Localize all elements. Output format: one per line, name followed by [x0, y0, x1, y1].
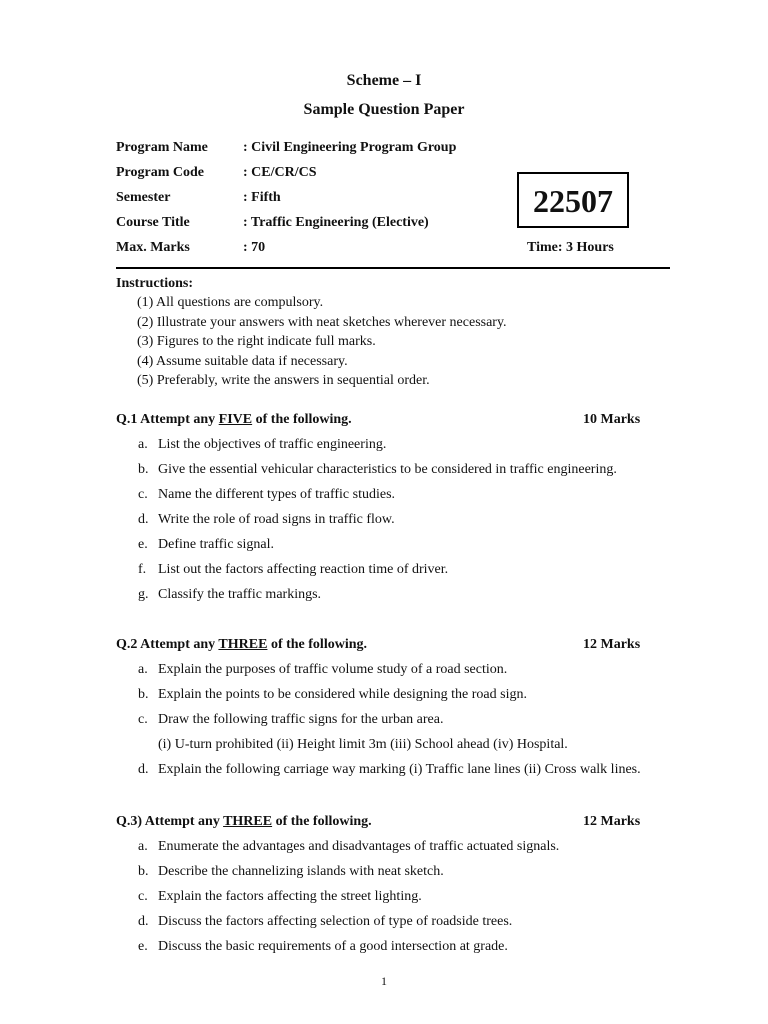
subquestion-letter: b. [138, 687, 149, 702]
instruction-item: (5) Preferably, write the answers in sequential order. [137, 373, 430, 388]
subquestion-text: Draw the following traffic signs for the urban area. [158, 712, 444, 727]
subquestion-text: Classify the traffic markings. [158, 587, 322, 602]
question-1-suffix: of the following. [252, 412, 352, 427]
scheme-heading: Scheme – I [346, 72, 422, 89]
time-duration: Time: 3 Hours [527, 240, 614, 255]
subquestion-letter: d. [138, 914, 149, 929]
subquestion-text: Enumerate the advantages and disadvantages of traffic actuated signals. [158, 839, 560, 854]
subquestion-letter: e. [138, 939, 148, 954]
question-2-suffix: of the following. [267, 637, 367, 652]
course-title-label: Course Title [116, 215, 190, 230]
question-3-heading [116, 814, 372, 830]
question-3-emphasis: THREE [223, 814, 273, 829]
course-code-box: 22507 [517, 172, 629, 228]
semester-label: Semester [116, 190, 171, 205]
subquestion-text: Explain the factors affecting the street lighting. [158, 889, 422, 904]
instruction-item: (2) Illustrate your answers with neat sketches wherever necessary. [137, 315, 507, 330]
program-name-label: Program Name [116, 140, 208, 155]
subquestion-text: List out the factors affecting reaction time of driver. [158, 562, 449, 577]
instruction-item: (1) All questions are compulsory. [137, 295, 324, 310]
subquestion-letter: d. [138, 512, 149, 527]
subquestion-text: (i) U-turn prohibited (ii) Height limit 3m (iii) School ahead (iv) Hospital. [158, 737, 568, 752]
question-1-emphasis: FIVE [218, 412, 253, 427]
subquestion-text: Define traffic signal. [158, 537, 274, 552]
subquestion-text: Give the essential vehicular characteristics to be considered in traffic engineering. [158, 462, 617, 477]
subquestion-text: Discuss the basic requirements of a good intersection at grade. [158, 939, 508, 954]
subquestion-text: Write the role of road signs in traffic flow. [158, 512, 395, 527]
course-title-value: : Traffic Engineering (Elective) [243, 215, 429, 230]
max-marks-value: : 70 [243, 240, 266, 255]
subquestion-letter: b. [138, 462, 149, 477]
subquestion-text: List the objectives of traffic engineering. [158, 437, 387, 452]
question-2-marks: 12 Marks [583, 637, 641, 652]
max-marks-label: Max. Marks [116, 240, 190, 255]
question-1-heading [116, 412, 352, 428]
subquestion-text: Explain the purposes of traffic volume study of a road section. [158, 662, 508, 677]
subquestion-letter: d. [138, 762, 149, 777]
subquestion-text: Discuss the factors affecting selection of type of roadside trees. [158, 914, 513, 929]
question-1-prefix: Q.1 Attempt any [116, 412, 219, 427]
question-3-suffix: of the following. [272, 814, 372, 829]
page-title: Sample Question Paper [303, 101, 465, 118]
subquestion-letter: a. [138, 839, 148, 854]
question-2-emphasis: THREE [218, 637, 268, 652]
program-code-label: Program Code [116, 165, 204, 180]
semester-value: : Fifth [243, 190, 281, 205]
subquestion-letter: c. [138, 889, 148, 904]
subquestion-letter: g. [138, 587, 149, 602]
instruction-item: (4) Assume suitable data if necessary. [137, 354, 348, 369]
subquestion-text: Name the different types of traffic studies. [158, 487, 396, 502]
question-2-heading [116, 637, 367, 653]
program-name-value: : Civil Engineering Program Group [243, 140, 457, 155]
subquestion-letter: f. [138, 562, 147, 577]
header-divider [116, 267, 670, 269]
instruction-item: (3) Figures to the right indicate full marks. [137, 334, 376, 349]
subquestion-letter: e. [138, 537, 148, 552]
subquestion-text: Describe the channelizing islands with neat sketch. [158, 864, 444, 879]
question-2-prefix: Q.2 Attempt any [116, 637, 219, 652]
question-1-marks: 10 Marks [583, 412, 641, 427]
subquestion-letter: c. [138, 712, 148, 727]
subquestion-text: Explain the points to be considered while designing the road sign. [158, 687, 527, 702]
page-number: 1 [381, 974, 387, 988]
subquestion-letter: b. [138, 864, 149, 879]
subquestion-letter: a. [138, 662, 148, 677]
instructions-heading: Instructions: [116, 276, 194, 291]
question-3-marks: 12 Marks [583, 814, 641, 829]
question-3-prefix: Q.3) Attempt any [116, 814, 224, 829]
subquestion-letter: c. [138, 487, 148, 502]
subquestion-letter: a. [138, 437, 148, 452]
program-code-value: : CE/CR/CS [243, 165, 317, 180]
subquestion-text: Explain the following carriage way marking (i) Traffic lane lines (ii) Cross walk lines. [158, 762, 641, 777]
